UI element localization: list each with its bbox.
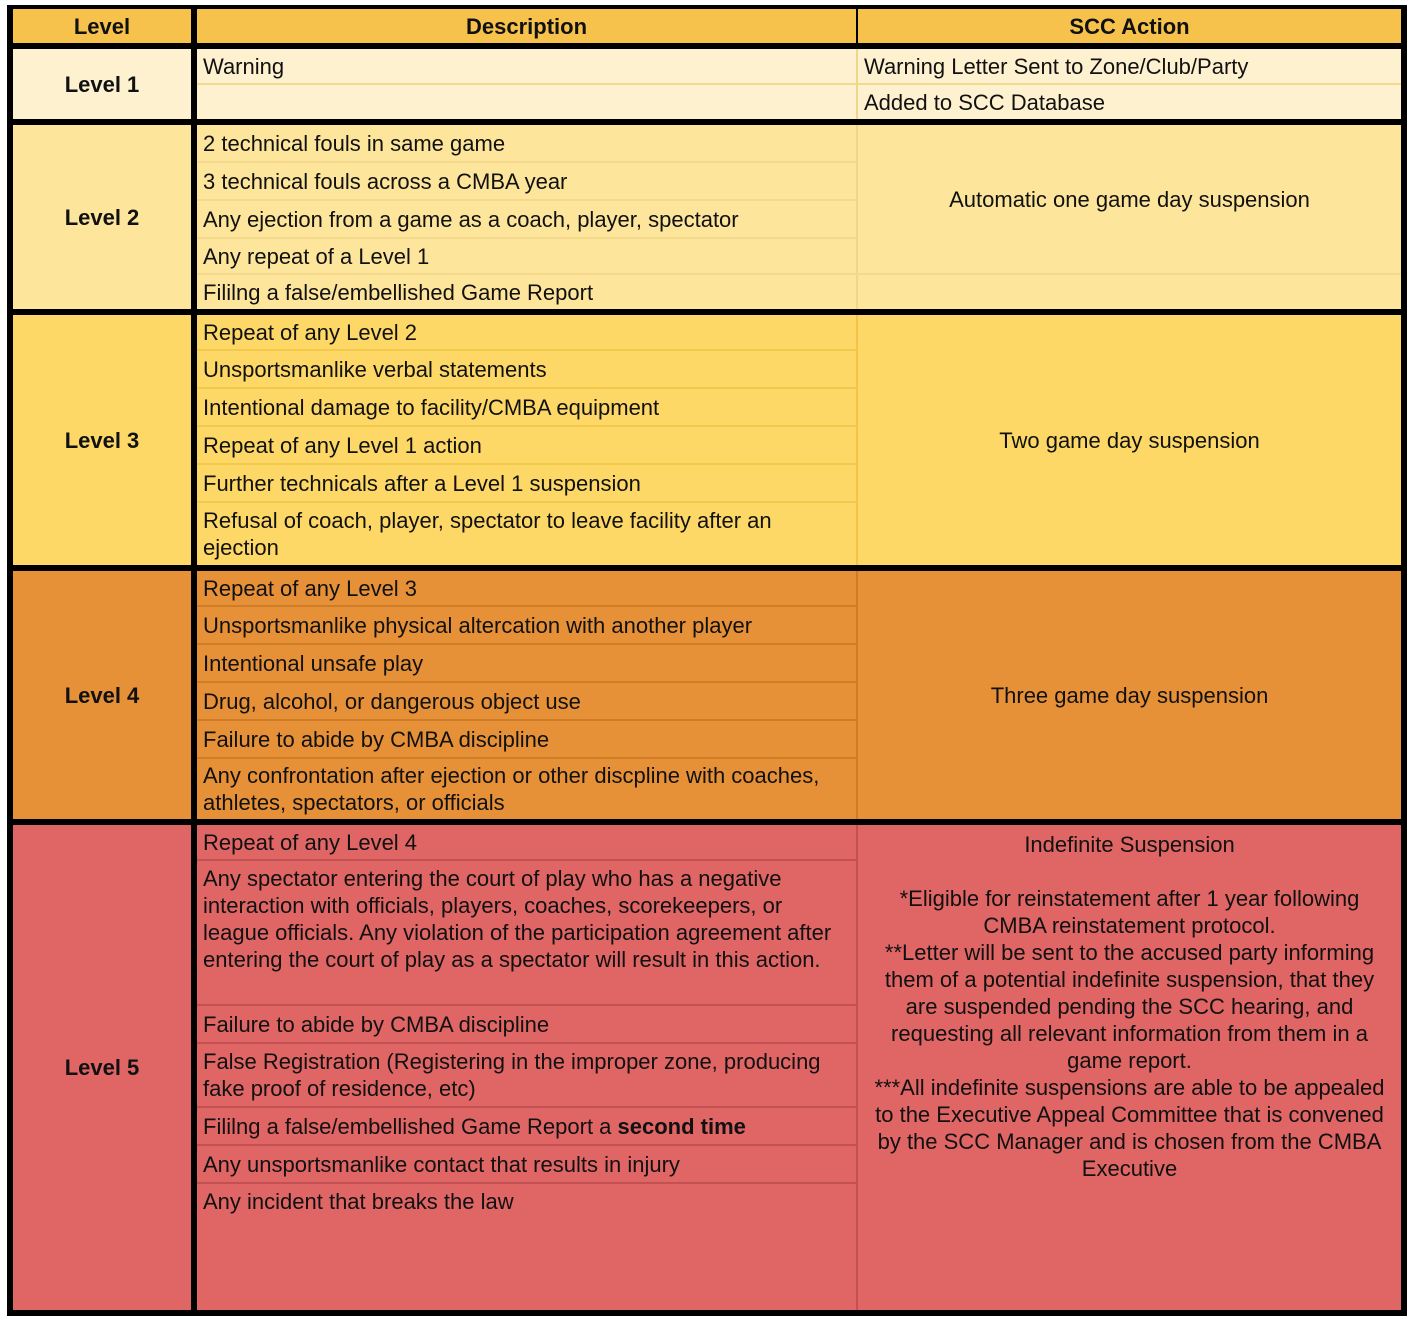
level-4-description: Drug, alcohol, or dangerous object use	[197, 683, 858, 721]
level-4-label: Level 4	[13, 571, 191, 819]
level-5-description-emphasis: second time	[617, 1113, 746, 1139]
level-1-description: Warning	[197, 49, 858, 85]
level-5-action-spacer	[866, 858, 1393, 885]
level-5-description: Any unsportsmanlike contact that results in injury	[197, 1146, 858, 1184]
discipline-table	[7, 5, 1407, 1316]
header-level: Level	[13, 9, 191, 43]
level-4-action: Three game day suspension	[858, 571, 1401, 819]
level-4-description: Failure to abide by CMBA discipline	[197, 721, 858, 759]
level-5-action	[858, 825, 1401, 1310]
level-3-description: Further technicals after a Level 1 suspension	[197, 465, 858, 503]
level-2-description: 2 technical fouls in same game	[197, 125, 858, 163]
level-2-action: Automatic one game day suspension	[858, 125, 1401, 275]
level-3-label: Level 3	[13, 315, 191, 565]
level-4-description: Unsportsmanlike physical altercation with another player	[197, 607, 858, 645]
level-5-description: Any spectator entering the court of play who has a negative interaction with officials, players, coaches, scorekeepers, or league officials. Any violation of the participation agreement after entering the court of play as a spectator will result in this action.	[197, 861, 858, 1006]
level-5-description: False Registration (Registering in the improper zone, producing fake proof of residence, etc)	[197, 1044, 858, 1108]
level-1-description-empty	[197, 85, 858, 119]
level-5-description: Any incident that breaks the law	[197, 1184, 858, 1310]
level-4-description: Intentional unsafe play	[197, 645, 858, 683]
level-1-action: Warning Letter Sent to Zone/Club/Party	[858, 49, 1401, 85]
level-1-label: Level 1	[13, 49, 191, 119]
level-2-label: Level 2	[13, 125, 191, 309]
level-3-action: Two game day suspension	[858, 315, 1401, 565]
level-5-description-text: Fililng a false/embellished Game Report a	[203, 1113, 618, 1139]
level-3-description: Repeat of any Level 1 action	[197, 427, 858, 465]
level-2-description: Fililng a false/embellished Game Report	[197, 275, 858, 309]
level-3-description: Unsportsmanlike verbal statements	[197, 351, 858, 389]
level-5-label: Level 5	[13, 825, 191, 1310]
level-5-description: Repeat of any Level 4	[197, 825, 858, 861]
level-5-description: Failure to abide by CMBA discipline	[197, 1006, 858, 1044]
level-5-description	[197, 1108, 858, 1146]
level-3-description: Repeat of any Level 2	[197, 315, 858, 351]
level-4-description: Repeat of any Level 3	[197, 571, 858, 607]
level-2-description: Any repeat of a Level 1	[197, 239, 858, 275]
level-5-action-note: ***All indefinite suspensions are able to be appealed to the Executive Appeal Committee that is convened by the SCC Manager and is chosen from the CMBA Executive	[874, 1075, 1385, 1181]
level-5-action-note: *Eligible for reinstatement after 1 year following CMBA reinstatement protocol.	[899, 886, 1360, 938]
level-2-description: 3 technical fouls across a CMBA year	[197, 163, 858, 201]
level-2-description: Any ejection from a game as a coach, player, spectator	[197, 201, 858, 239]
level-5-action-note: **Letter will be sent to the accused party informing them of a potential indefinite suspension, that they are suspended pending the SCC hearing, and requesting all relevant information from them in a game report.	[884, 940, 1375, 1073]
level-3-description: Intentional damage to facility/CMBA equipment	[197, 389, 858, 427]
level-2-action-empty	[858, 275, 1401, 309]
level-5-action-title: Indefinite Suspension	[1024, 832, 1235, 857]
level-1-action: Added to SCC Database	[858, 85, 1401, 119]
header-scc-action: SCC Action	[858, 9, 1401, 43]
level-3-description: Refusal of coach, player, spectator to leave facility after an ejection	[197, 503, 858, 565]
level-4-description: Any confrontation after ejection or other discpline with coaches, athletes, spectators, or officials	[197, 759, 858, 819]
header-description: Description	[197, 9, 856, 43]
